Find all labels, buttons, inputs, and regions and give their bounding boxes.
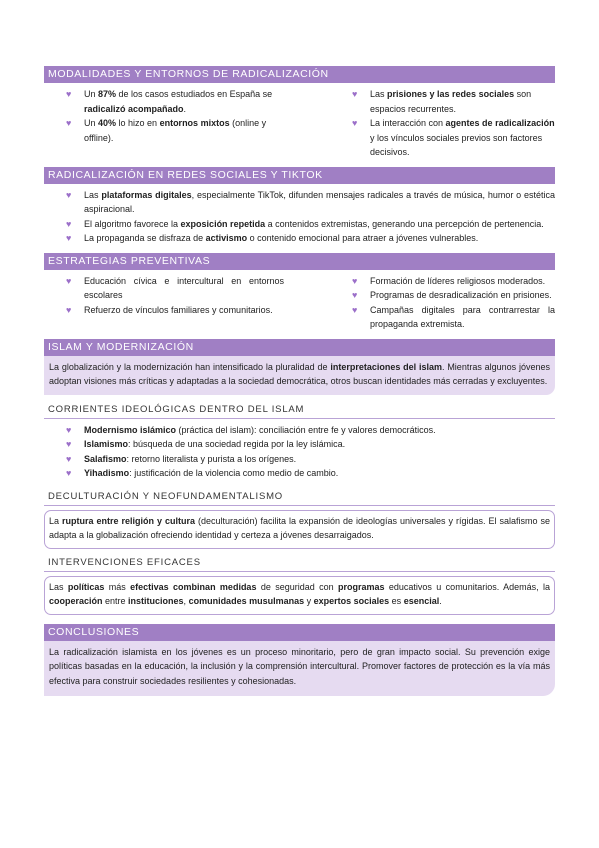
heart-bullet-icon: ♥ xyxy=(352,89,358,99)
list-item: ♥ Un 87% de los casos estudiados en España se radicalizó acompañado. xyxy=(66,89,273,114)
heart-bullet-icon: ♥ xyxy=(66,89,72,99)
list-item: ♥ Un 40% lo hizo en entornos mixtos (online y offline). xyxy=(66,118,267,143)
document-page xyxy=(44,66,555,696)
list-item: ♥ La interacción con agentes de radicalización y los vínculos sociales previos son factores decisivos. xyxy=(352,118,555,157)
heart-bullet-icon: ♥ xyxy=(66,218,72,229)
list-item: ♥ Islamismo: búsqueda de una sociedad regida por la ley islámica. xyxy=(44,437,555,452)
heart-bullet-icon: ♥ xyxy=(352,118,358,128)
section-header-conclusiones: CONCLUSIONES xyxy=(44,624,555,641)
list-item: ♥ Yihadismo: justificación de la violencia como medio de cambio. xyxy=(44,466,555,481)
heart-bullet-icon: ♥ xyxy=(352,304,358,315)
section-header-estrategias: ESTRATEGIAS PREVENTIVAS xyxy=(44,253,555,270)
heart-bullet-icon: ♥ xyxy=(66,189,72,200)
heart-bullet-icon: ♥ xyxy=(66,453,72,464)
section-header-redes: RADICALIZACIÓN EN REDES SOCIALES Y TIKTOK xyxy=(44,167,555,184)
heart-bullet-icon: ♥ xyxy=(66,304,72,315)
list-item: ♥ Educación cívica e intercultural en entornos escolares xyxy=(66,275,284,300)
deculturacion-box: La ruptura entre religión y cultura (deculturación) facilita la expansión de ideologías universales y rígidas. El salafismo se adapta a la globalización ofreciendo identidad y certeza a jóvenes desarraigados. xyxy=(44,510,555,549)
heart-bullet-icon: ♥ xyxy=(66,424,72,435)
heart-bullet-icon: ♥ xyxy=(66,275,72,286)
section-header-islam-modernizacion: ISLAM Y MODERNIZACIÓN xyxy=(44,339,555,356)
conclusiones-box: La radicalización islamista en los jóvenes es un proceso minoritario, pero de gran impacto social. Su prevención exige políticas basadas en la educación, la inclusión y la comprensión intercultural. Promover factores de protección es la vía más efectiva para construir sociedades resilientes y cohesionadas. xyxy=(44,641,555,697)
list-item: ♥ El algoritmo favorece la exposición repetida a contenidos extremistas, generando una percepción de pertenencia. xyxy=(44,217,555,232)
list-item: ♥ La propaganda se disfraza de activismo o contenido emocional para atraer a jóvenes vulnerables. xyxy=(44,231,555,246)
section-header-deculturacion: DECULTURACIÓN Y NEOFUNDAMENTALISMO xyxy=(44,489,555,506)
section-corrientes xyxy=(44,419,555,481)
list-item: ♥ Campañas digitales para contrarrestar la propaganda extremista. xyxy=(352,304,555,329)
list-item: ♥ Salafismo: retorno literalista y purista a los orígenes. xyxy=(44,452,555,467)
list-item: ♥ Las plataformas digitales, especialmente TikTok, difunden mensajes radicales a través de música, humor o estética aspiracional. xyxy=(66,189,556,214)
section-redes xyxy=(44,184,555,246)
list-item: ♥ Formación de líderes religiosos moderados. xyxy=(330,274,555,289)
list-item: ♥ Programas de desradicalización en prisiones. xyxy=(330,288,555,303)
heart-bullet-icon: ♥ xyxy=(66,439,72,449)
heart-bullet-icon: ♥ xyxy=(352,275,358,286)
section-estrategias xyxy=(44,270,555,332)
list-item: ♥ Refuerzo de vínculos familiares y comunitarios. xyxy=(44,303,284,318)
islam-modernizacion-box: La globalización y la modernización han intensificado la pluralidad de interpretaciones del islam. Mientras algunos jóvenes adoptan visiones más críticas y adaptadas a la sociedad democrática, otros buscan identidades más cerradas y excluyentes. xyxy=(44,356,555,395)
section-header-intervenciones: INTERVENCIONES EFICACES xyxy=(44,555,555,572)
section-header-modalidades: MODALIDADES Y ENTORNOS DE RADICALIZACIÓN xyxy=(44,66,555,83)
section-header-corrientes: CORRIENTES IDEOLÓGICAS DENTRO DEL ISLAM xyxy=(44,402,555,419)
list-item: ♥ Modernismo islámico (práctica del islam): conciliación entre fe y valores democráticos. xyxy=(44,423,555,438)
heart-bullet-icon: ♥ xyxy=(66,118,72,128)
heart-bullet-icon: ♥ xyxy=(66,468,72,478)
heart-bullet-icon: ♥ xyxy=(66,233,72,243)
section-modalidades xyxy=(44,83,555,160)
intervenciones-box: Las políticas más efectivas combinan medidas de seguridad con programas educativos u comunitarios. Además, la cooperación entre instituciones, comunidades musulmanas y expertos sociales es esencial. xyxy=(44,576,555,615)
list-item: ♥ Las prisiones y las redes sociales son espacios recurrentes. xyxy=(352,89,532,114)
heart-bullet-icon: ♥ xyxy=(352,290,358,300)
